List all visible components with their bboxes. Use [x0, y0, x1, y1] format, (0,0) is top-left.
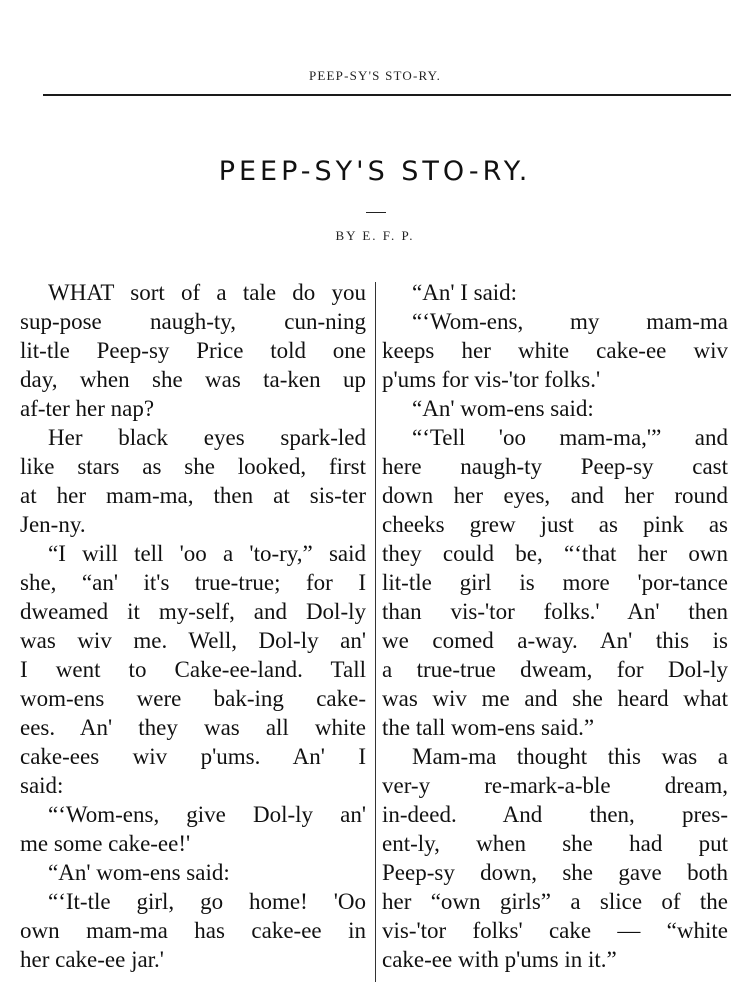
text-line: Peep-sy down, she gave both [382, 860, 728, 885]
running-head: PEEP-SY'S STO-RY. [308, 68, 442, 83]
text-line: own mam-ma has cake-ee in [20, 918, 366, 943]
text-line: “An' wom-ens said: [412, 396, 594, 421]
text-line: day, when she was ta-ken up [20, 367, 366, 392]
text-line: in-deed. And then, pres- [382, 802, 728, 827]
text-line: I went to Cake-ee-land. Tall [20, 657, 366, 682]
text-line: lit-tle Peep-sy Price told one [20, 338, 366, 363]
text-line: ent-ly, when she had put [382, 831, 728, 856]
text-line: “‘It-tle girl, go home! 'Oo [48, 889, 366, 914]
text-line: here naugh-ty Peep-sy cast [382, 454, 728, 479]
text-line: af-ter her nap? [20, 396, 155, 421]
text-line: Her black eyes spark-led [48, 425, 366, 450]
column-divider [375, 282, 376, 982]
text-line: we comed a-way. An' this is [382, 628, 728, 653]
text-line: “‘Wom-ens, give Dol-ly an' [48, 802, 366, 827]
left-column [20, 278, 366, 974]
text-line: Jen-ny. [20, 512, 86, 537]
text-line: me some cake-ee!' [20, 831, 191, 856]
text-line: “‘Wom-ens, my mam-ma [412, 309, 728, 334]
text-line: WHAT sort of a tale do you [48, 280, 366, 305]
text-line: was wiv me. Well, Dol-ly an' [20, 628, 366, 653]
text-line: “An' wom-ens said: [48, 860, 230, 885]
text-line: than vis-'tor folks.' An' then [382, 599, 728, 624]
text-line: p'ums for vis-'tor folks.' [382, 367, 601, 392]
title-rule [366, 212, 386, 213]
text-line: she, “an' it's true-true; for I [20, 570, 366, 595]
text-line: “An' I said: [412, 280, 518, 305]
text-line: lit-tle girl is more 'por-tance [382, 570, 728, 595]
text-line: the tall wom-ens said.” [382, 715, 595, 740]
text-line: ees. An' they was all white [20, 715, 366, 740]
text-line: a true-true dweam, for Dol-ly [382, 657, 728, 682]
text-line: cake-ees wiv p'ums. An' I [20, 744, 366, 769]
text-line: Mam-ma thought this was a [412, 744, 728, 769]
text-line: they could be, “‘that her own [382, 541, 728, 566]
text-line: “‘Tell 'oo mam-ma,'” and [412, 425, 728, 450]
text-line: like stars as she looked, first [20, 454, 366, 479]
text-line: down her eyes, and her round [382, 483, 728, 508]
text-line: sup-pose naugh-ty, cun-ning [20, 309, 366, 334]
text-line: cake-ee with p'ums in it.” [382, 947, 617, 972]
text-line: said: [20, 773, 64, 798]
text-line: keeps her white cake-ee wiv [382, 338, 728, 363]
text-line: vis-'tor folks' cake — “white [382, 918, 728, 943]
text-line: ver-y re-mark-a-ble dream, [382, 773, 728, 798]
right-column [382, 278, 728, 974]
text-line: cheeks grew just as pink as [382, 512, 728, 537]
text-line: wom-ens were bak-ing cake- [20, 686, 366, 711]
text-line: “I will tell 'oo a 'to-ry,” said [48, 541, 366, 566]
text-line: at her mam-ma, then at sis-ter [20, 483, 366, 508]
text-line: her cake-ee jar.' [20, 947, 164, 972]
text-line: was wiv me and she heard what [382, 686, 728, 711]
text-line: dweamed it my-self, and Dol-ly [20, 599, 366, 624]
story-title: PEEP-SY'S STO-RY. [218, 156, 532, 187]
byline: BY E. F. P. [335, 228, 415, 243]
text-line: her “own girls” a slice of the [382, 889, 728, 914]
header-rule [43, 94, 731, 96]
